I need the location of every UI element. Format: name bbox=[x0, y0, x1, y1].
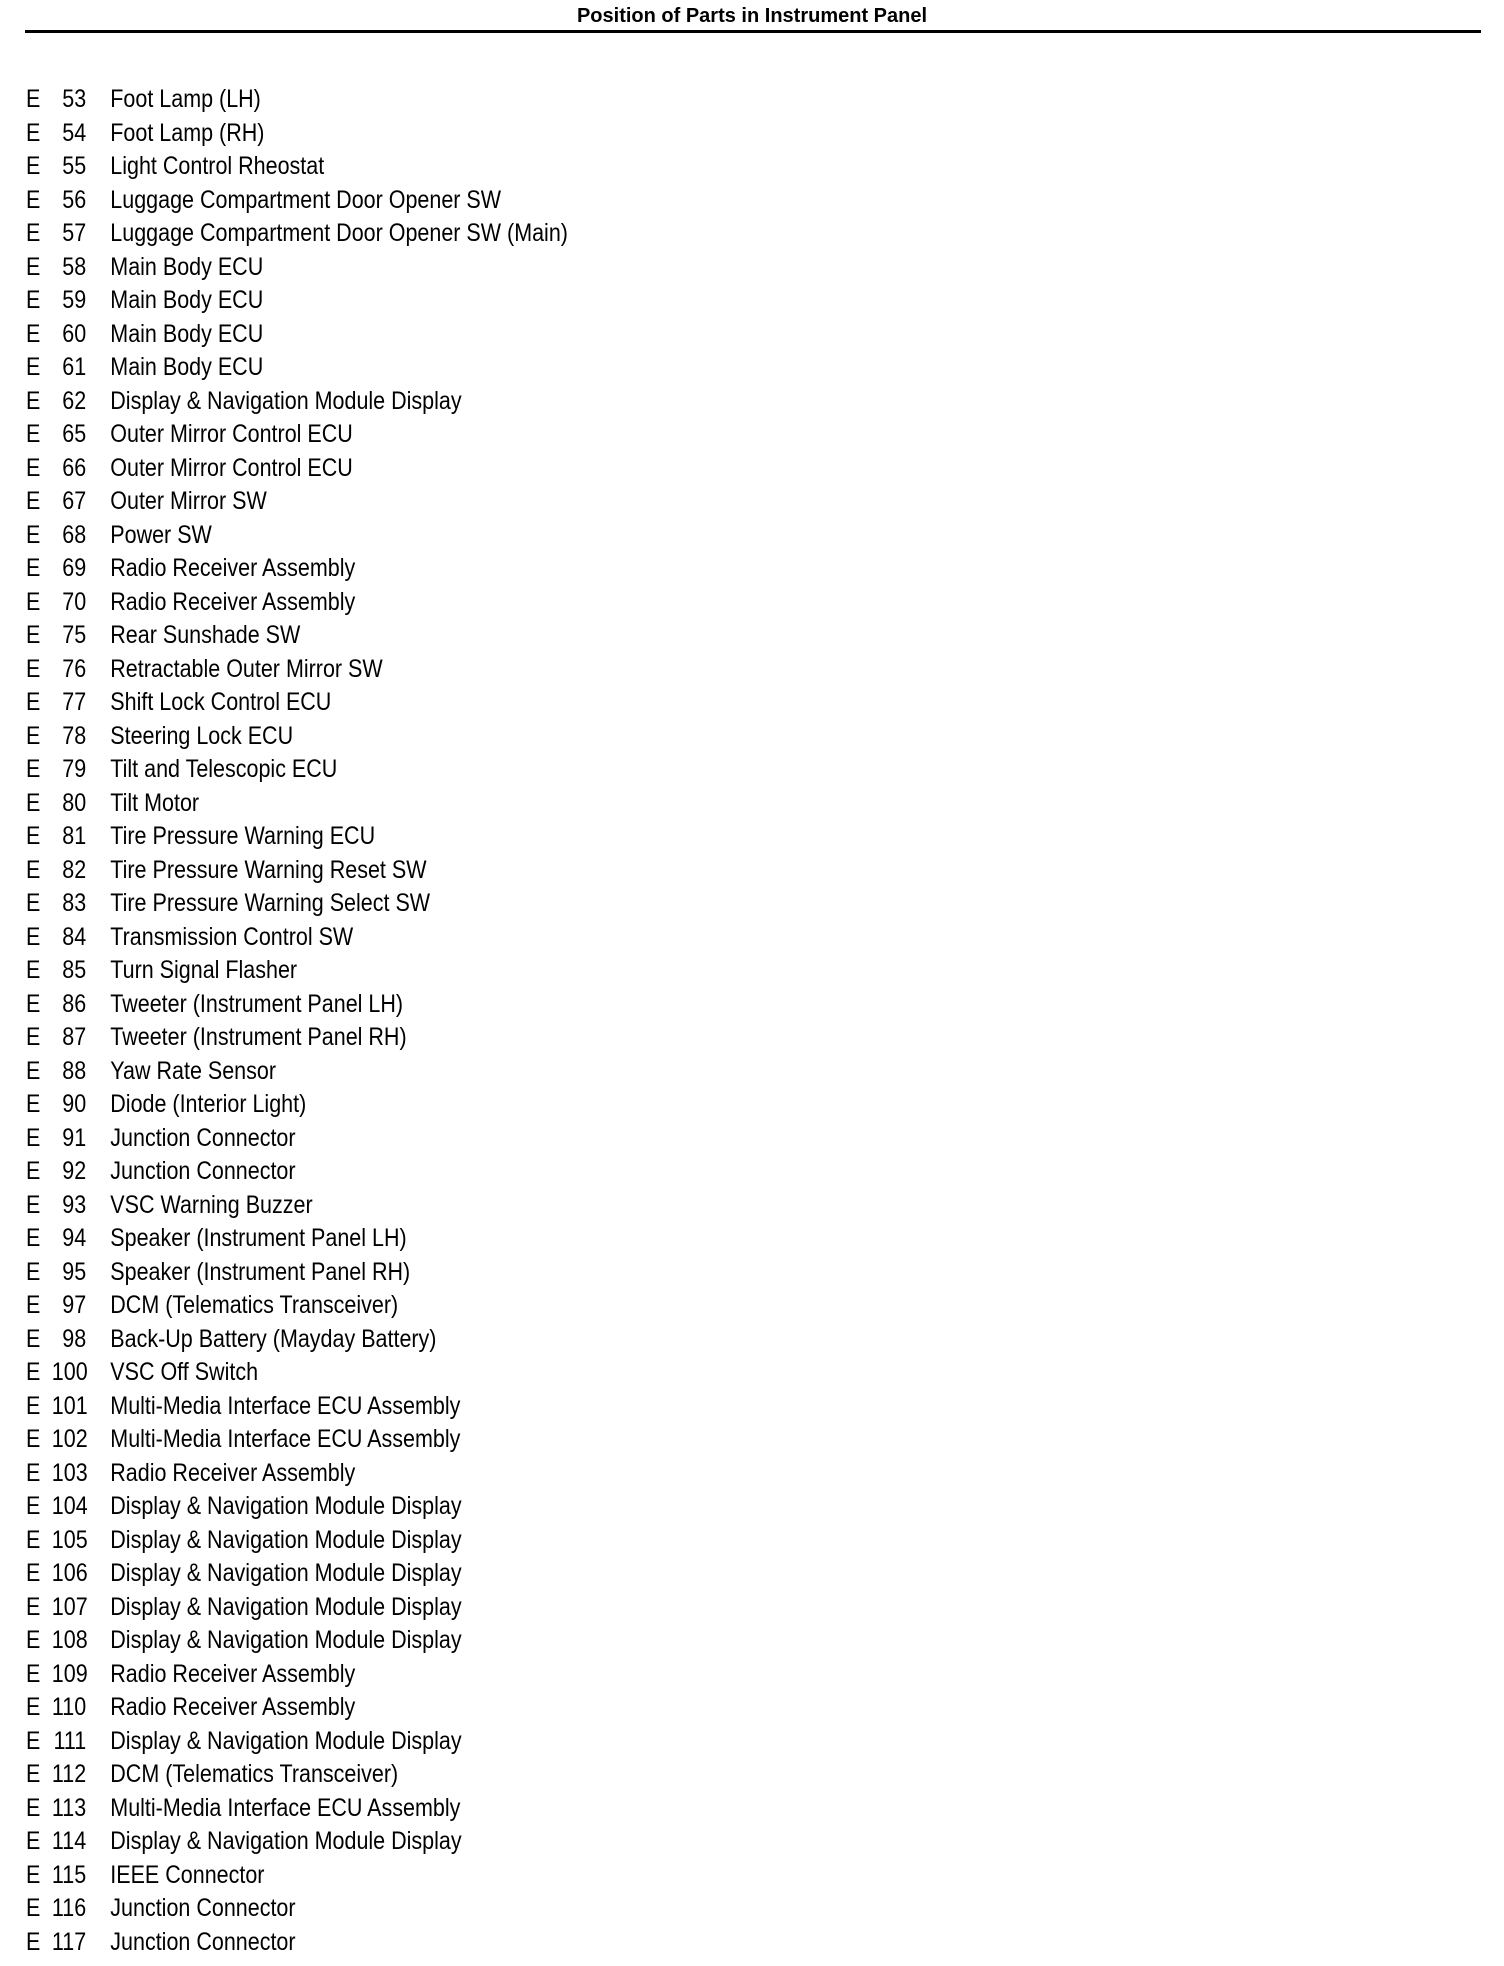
part-code-letter: E bbox=[26, 1458, 41, 1487]
list-item bbox=[26, 1624, 568, 1658]
part-name: Multi-Media Interface ECU Assembly bbox=[110, 1425, 461, 1453]
part-code-letter: E bbox=[26, 1190, 41, 1219]
list-item bbox=[26, 1725, 568, 1759]
part-code-number: 84 bbox=[62, 922, 87, 951]
part-name: Back-Up Battery (Mayday Battery) bbox=[110, 1324, 437, 1353]
part-code-number: 55 bbox=[62, 152, 87, 180]
part-code-letter: E bbox=[26, 822, 41, 850]
part-code-letter: E bbox=[26, 1894, 41, 1922]
list-item bbox=[26, 485, 568, 519]
list-item bbox=[26, 720, 568, 754]
part-code-letter: E bbox=[26, 319, 41, 348]
part-code-number: 90 bbox=[62, 1090, 87, 1118]
list-item bbox=[26, 1088, 568, 1122]
part-code-number: 82 bbox=[62, 855, 87, 884]
part-name: Junction Connector bbox=[110, 1157, 296, 1185]
part-name: Display & Navigation Module Display bbox=[110, 1525, 462, 1554]
part-name: Display & Navigation Module Display bbox=[110, 1592, 462, 1621]
part-code-number: 68 bbox=[62, 520, 87, 549]
part-name: Foot Lamp (LH) bbox=[110, 85, 261, 113]
part-code-letter: E bbox=[26, 654, 41, 683]
part-name: Tire Pressure Warning ECU bbox=[110, 822, 376, 850]
part-code-letter: E bbox=[26, 252, 41, 281]
part-code-number: 108 bbox=[51, 1626, 88, 1654]
part-name: Display & Navigation Module Display bbox=[110, 1827, 462, 1855]
part-name: Tweeter (Instrument Panel RH) bbox=[110, 1023, 407, 1051]
part-code-letter: E bbox=[26, 1559, 41, 1587]
list-item bbox=[26, 1825, 568, 1859]
part-code-number: 112 bbox=[51, 1760, 87, 1788]
part-name: DCM (Telematics Transceiver) bbox=[110, 1291, 399, 1319]
part-code-number: 100 bbox=[51, 1358, 88, 1386]
part-name: Display & Navigation Module Display bbox=[110, 1626, 462, 1654]
part-code-number: 93 bbox=[62, 1190, 87, 1219]
part-code-number: 62 bbox=[62, 386, 87, 415]
part-code-number: 61 bbox=[62, 353, 87, 381]
part-name: Main Body ECU bbox=[110, 353, 264, 381]
part-name: Main Body ECU bbox=[110, 319, 264, 348]
list-item bbox=[26, 217, 568, 251]
part-code-number: 104 bbox=[51, 1492, 88, 1520]
list-item bbox=[26, 418, 568, 452]
list-item bbox=[26, 1658, 568, 1692]
list-item bbox=[26, 753, 568, 787]
part-name: VSC Warning Buzzer bbox=[110, 1190, 313, 1219]
part-name: Turn Signal Flasher bbox=[110, 956, 298, 984]
part-code-number: 102 bbox=[51, 1425, 88, 1453]
part-code-number: 91 bbox=[62, 1123, 87, 1152]
part-name: Speaker (Instrument Panel RH) bbox=[110, 1257, 411, 1286]
list-item bbox=[26, 452, 568, 486]
list-item bbox=[26, 954, 568, 988]
part-code-letter: E bbox=[26, 1760, 41, 1788]
list-item bbox=[26, 820, 568, 854]
part-name: IEEE Connector bbox=[110, 1860, 265, 1889]
part-name: Radio Receiver Assembly bbox=[110, 554, 356, 582]
list-item bbox=[26, 686, 568, 720]
part-name: Junction Connector bbox=[110, 1927, 296, 1956]
part-code-letter: E bbox=[26, 1793, 41, 1822]
part-name: Shift Lock Control ECU bbox=[110, 688, 332, 716]
list-item bbox=[26, 921, 568, 955]
part-code-number: 117 bbox=[51, 1927, 87, 1956]
part-name: Display & Navigation Module Display bbox=[110, 1492, 462, 1520]
part-name: Display & Navigation Module Display bbox=[110, 1726, 462, 1755]
part-code-number: 111 bbox=[53, 1726, 87, 1755]
part-code-letter: E bbox=[26, 386, 41, 415]
list-item bbox=[26, 552, 568, 586]
part-code-letter: E bbox=[26, 1626, 41, 1654]
part-code-letter: E bbox=[26, 286, 41, 314]
part-code-number: 81 bbox=[62, 822, 87, 850]
part-code-letter: E bbox=[26, 1023, 41, 1051]
part-code-letter: E bbox=[26, 855, 41, 884]
part-code-number: 95 bbox=[62, 1257, 87, 1286]
list-item bbox=[26, 1189, 568, 1223]
list-item bbox=[26, 1591, 568, 1625]
part-code-letter: E bbox=[26, 1358, 41, 1386]
part-code-number: 58 bbox=[62, 252, 87, 281]
part-code-letter: E bbox=[26, 989, 41, 1018]
part-code-letter: E bbox=[26, 353, 41, 381]
part-code-number: 103 bbox=[51, 1458, 88, 1487]
part-code-number: 85 bbox=[62, 956, 87, 984]
part-code-letter: E bbox=[26, 1291, 41, 1319]
list-item bbox=[26, 1055, 568, 1089]
list-item bbox=[26, 887, 568, 921]
part-code-letter: E bbox=[26, 1425, 41, 1453]
list-item bbox=[26, 1557, 568, 1591]
list-item bbox=[26, 1122, 568, 1156]
part-code-number: 80 bbox=[62, 788, 87, 817]
part-code-letter: E bbox=[26, 1492, 41, 1520]
list-item bbox=[26, 83, 568, 117]
part-code-number: 60 bbox=[62, 319, 87, 348]
part-code-letter: E bbox=[26, 1257, 41, 1286]
part-code-letter: E bbox=[26, 185, 41, 214]
part-code-number: 70 bbox=[62, 587, 87, 616]
part-code-letter: E bbox=[26, 922, 41, 951]
part-code-number: 109 bbox=[51, 1659, 88, 1688]
list-item bbox=[26, 351, 568, 385]
list-item bbox=[26, 1892, 568, 1926]
list-item bbox=[26, 1323, 568, 1357]
part-code-letter: E bbox=[26, 721, 41, 750]
part-code-letter: E bbox=[26, 118, 41, 147]
part-name: Tilt and Telescopic ECU bbox=[110, 755, 338, 783]
part-code-letter: E bbox=[26, 1827, 41, 1855]
page-title: Position of Parts in Instrument Panel bbox=[576, 5, 928, 27]
part-name: Multi-Media Interface ECU Assembly bbox=[110, 1391, 461, 1420]
part-code-number: 69 bbox=[62, 554, 87, 582]
part-code-letter: E bbox=[26, 1391, 41, 1420]
part-code-number: 110 bbox=[51, 1693, 87, 1721]
list-item bbox=[26, 318, 568, 352]
part-code-letter: E bbox=[26, 219, 41, 247]
part-code-letter: E bbox=[26, 1659, 41, 1688]
part-code-number: 98 bbox=[62, 1324, 87, 1353]
list-item bbox=[26, 1390, 568, 1424]
part-code-letter: E bbox=[26, 956, 41, 984]
part-code-letter: E bbox=[26, 688, 41, 716]
part-code-letter: E bbox=[26, 788, 41, 817]
part-code-letter: E bbox=[26, 587, 41, 616]
part-code-number: 88 bbox=[62, 1056, 87, 1085]
part-name: Display & Navigation Module Display bbox=[110, 386, 462, 415]
part-name: Junction Connector bbox=[110, 1894, 296, 1922]
list-item bbox=[26, 1691, 568, 1725]
part-name: Outer Mirror Control ECU bbox=[110, 453, 353, 482]
list-item bbox=[26, 1926, 568, 1960]
part-code-number: 57 bbox=[62, 219, 87, 247]
part-code-number: 78 bbox=[62, 721, 87, 750]
title-divider bbox=[25, 30, 1481, 33]
part-name: Tire Pressure Warning Reset SW bbox=[110, 855, 427, 884]
part-code-letter: E bbox=[26, 1090, 41, 1118]
part-code-letter: E bbox=[26, 1927, 41, 1956]
list-item bbox=[26, 284, 568, 318]
list-item bbox=[26, 385, 568, 419]
list-item bbox=[26, 519, 568, 553]
part-code-number: 65 bbox=[62, 420, 87, 448]
list-item bbox=[26, 117, 568, 151]
part-code-number: 75 bbox=[62, 621, 87, 649]
part-code-number: 101 bbox=[51, 1391, 88, 1420]
part-code-letter: E bbox=[26, 1157, 41, 1185]
part-name: Outer Mirror Control ECU bbox=[110, 420, 353, 448]
part-code-number: 67 bbox=[62, 487, 87, 515]
part-name: Tweeter (Instrument Panel LH) bbox=[110, 989, 404, 1018]
part-code-letter: E bbox=[26, 1726, 41, 1755]
part-code-number: 107 bbox=[51, 1592, 88, 1621]
part-name: Speaker (Instrument Panel LH) bbox=[110, 1224, 407, 1252]
part-code-number: 97 bbox=[62, 1291, 87, 1319]
part-name: Outer Mirror SW bbox=[110, 487, 267, 515]
list-item bbox=[26, 1155, 568, 1189]
part-code-letter: E bbox=[26, 554, 41, 582]
part-code-letter: E bbox=[26, 85, 41, 113]
part-name: Foot Lamp (RH) bbox=[110, 118, 265, 147]
part-name: Yaw Rate Sensor bbox=[110, 1056, 277, 1085]
part-name: Radio Receiver Assembly bbox=[110, 1659, 356, 1688]
part-name: Transmission Control SW bbox=[110, 922, 354, 951]
list-item bbox=[26, 1289, 568, 1323]
list-item bbox=[26, 184, 568, 218]
part-code-letter: E bbox=[26, 520, 41, 549]
list-item bbox=[26, 787, 568, 821]
list-item bbox=[26, 1356, 568, 1390]
part-code-number: 77 bbox=[62, 688, 87, 716]
part-code-number: 59 bbox=[62, 286, 87, 314]
part-name: Steering Lock ECU bbox=[110, 721, 294, 750]
part-name: DCM (Telematics Transceiver) bbox=[110, 1760, 399, 1788]
part-code-letter: E bbox=[26, 1693, 41, 1721]
list-item bbox=[26, 251, 568, 285]
part-name: Radio Receiver Assembly bbox=[110, 1458, 356, 1487]
list-item bbox=[26, 1792, 568, 1826]
part-code-number: 94 bbox=[62, 1224, 87, 1252]
part-name: Multi-Media Interface ECU Assembly bbox=[110, 1793, 461, 1822]
list-item bbox=[26, 653, 568, 687]
part-code-letter: E bbox=[26, 1860, 41, 1889]
part-code-letter: E bbox=[26, 1056, 41, 1085]
part-name: Display & Navigation Module Display bbox=[110, 1559, 462, 1587]
part-name: Junction Connector bbox=[110, 1123, 296, 1152]
list-item bbox=[26, 1524, 568, 1558]
part-name: Tilt Motor bbox=[110, 788, 200, 817]
part-code-letter: E bbox=[26, 1123, 41, 1152]
part-name: Radio Receiver Assembly bbox=[110, 587, 356, 616]
list-item bbox=[26, 988, 568, 1022]
part-code-letter: E bbox=[26, 1324, 41, 1353]
part-code-letter: E bbox=[26, 1592, 41, 1621]
part-code-number: 87 bbox=[62, 1023, 87, 1051]
part-code-letter: E bbox=[26, 1525, 41, 1554]
list-item bbox=[26, 619, 568, 653]
list-item bbox=[26, 1021, 568, 1055]
part-code-number: 83 bbox=[62, 889, 87, 917]
part-code-number: 56 bbox=[62, 185, 87, 214]
parts-list bbox=[26, 83, 656, 1959]
part-code-letter: E bbox=[26, 1224, 41, 1252]
part-code-number: 66 bbox=[62, 453, 87, 482]
part-name: Luggage Compartment Door Opener SW (Main) bbox=[110, 219, 568, 247]
part-name: VSC Off Switch bbox=[110, 1358, 259, 1386]
part-name: Main Body ECU bbox=[110, 286, 264, 314]
list-item bbox=[26, 1859, 568, 1893]
part-name: Radio Receiver Assembly bbox=[110, 1693, 356, 1721]
part-code-letter: E bbox=[26, 487, 41, 515]
part-code-letter: E bbox=[26, 755, 41, 783]
part-code-number: 54 bbox=[62, 118, 87, 147]
part-name: Diode (Interior Light) bbox=[110, 1090, 307, 1118]
part-code-number: 86 bbox=[62, 989, 87, 1018]
part-code-number: 115 bbox=[51, 1860, 87, 1889]
part-code-letter: E bbox=[26, 152, 41, 180]
list-item bbox=[26, 1256, 568, 1290]
part-name: Tire Pressure Warning Select SW bbox=[110, 889, 431, 917]
part-code-number: 105 bbox=[51, 1525, 88, 1554]
part-code-number: 76 bbox=[62, 654, 87, 683]
part-code-letter: E bbox=[26, 420, 41, 448]
part-code-number: 106 bbox=[51, 1559, 88, 1587]
list-item bbox=[26, 1490, 568, 1524]
part-name: Rear Sunshade SW bbox=[110, 621, 301, 649]
list-item bbox=[26, 1457, 568, 1491]
part-name: Luggage Compartment Door Opener SW bbox=[110, 185, 502, 214]
part-code-number: 113 bbox=[51, 1793, 87, 1822]
part-code-number: 53 bbox=[62, 85, 87, 113]
part-code-number: 79 bbox=[62, 755, 87, 783]
list-item bbox=[26, 854, 568, 888]
part-code-letter: E bbox=[26, 453, 41, 482]
part-code-letter: E bbox=[26, 889, 41, 917]
part-name: Retractable Outer Mirror SW bbox=[110, 654, 383, 683]
part-code-number: 92 bbox=[62, 1157, 87, 1185]
part-code-letter: E bbox=[26, 621, 41, 649]
part-code-number: 114 bbox=[51, 1827, 87, 1855]
list-item bbox=[26, 1423, 568, 1457]
list-item bbox=[26, 150, 568, 184]
part-name: Light Control Rheostat bbox=[110, 152, 325, 180]
list-item bbox=[26, 1758, 568, 1792]
list-item bbox=[26, 586, 568, 620]
part-code-number: 116 bbox=[51, 1894, 87, 1922]
list-item bbox=[26, 1222, 568, 1256]
part-name: Main Body ECU bbox=[110, 252, 264, 281]
part-name: Power SW bbox=[110, 520, 212, 549]
